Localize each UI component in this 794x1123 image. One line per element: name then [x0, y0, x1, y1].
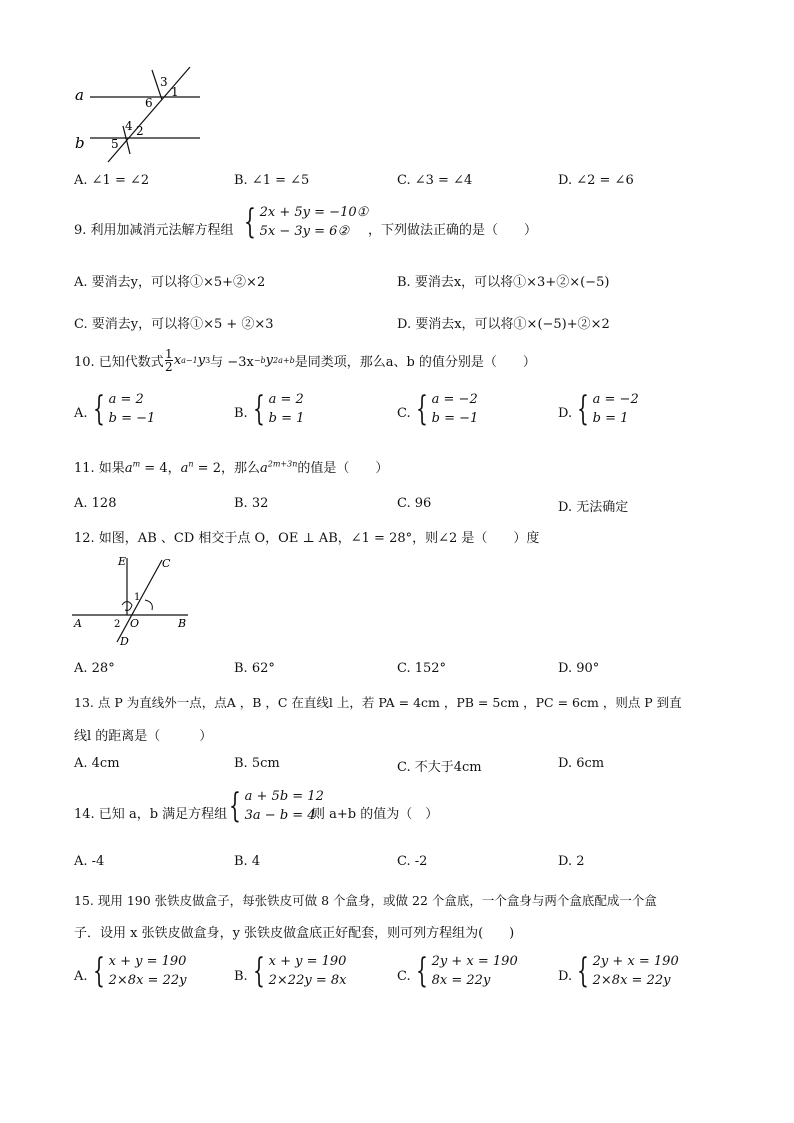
q9-option-d: D. 要消去x，可以将①×(−5)+②×2: [397, 317, 610, 332]
q10-option-b-system: { a = 2 b = 1: [253, 389, 305, 429]
q15-option-a-r1: x + y = 190: [108, 954, 187, 969]
q11-p4: 的值是（ ）: [297, 461, 389, 476]
q14-eq2: 3a − b = 4: [244, 808, 316, 823]
q10-prefix: 10. 已知代数式: [74, 355, 164, 370]
q10-middle: 与 −3x: [210, 355, 254, 370]
q11-p1: 11. 如果: [74, 461, 125, 476]
q15-option-d-r1: 2y + x = 190: [592, 954, 679, 969]
q13-option-d: D. 6cm: [558, 756, 605, 771]
angle-1-label: 1: [171, 85, 179, 99]
q9-option-b: B. 要消去x，可以将①×3+②×(−5): [397, 275, 610, 290]
q10-option-c-system: { a = −2 b = −1: [416, 389, 479, 429]
q15-line2: 子．设用 x 张铁皮做盒身，y 张铁皮做盒底正好配套，则可列方程组为( ): [74, 926, 515, 941]
q8-option-b: B. ∠1 = ∠5: [234, 173, 310, 188]
q10-option-d-system: { a = −2 b = 1: [577, 389, 639, 429]
q10-option-a-label: A.: [74, 406, 88, 421]
q10-option-a-r1: a = 2: [108, 392, 144, 407]
q10-option-d-r2: b = 1: [592, 411, 629, 426]
q10-frac-num: 1: [164, 347, 173, 361]
q14-option-b: B. 4: [234, 854, 261, 869]
q12-option-c: C. 152°: [397, 661, 447, 676]
q15-option-a-r2: 2×8x = 22y: [108, 973, 187, 988]
q11-stem: [74, 457, 388, 476]
q14-eq1: a + 5b = 12: [244, 789, 324, 804]
q11-base1: a: [124, 461, 133, 476]
q10-stem: [74, 348, 536, 373]
q15-option-a-label: A.: [74, 969, 88, 984]
q9-prefix: 9. 利用加减消元法解方程组: [74, 223, 234, 238]
q10-option-d-r1: a = −2: [592, 392, 639, 407]
q10-term2-exp1: −b: [253, 356, 266, 365]
q15-option-b-system: { x + y = 190 2×22y = 8x: [253, 951, 347, 991]
q9-eq2: 5x − 3y = 6②: [259, 224, 350, 239]
q9-option-c: C. 要消去y，可以将①×5 + ②×3: [74, 317, 274, 332]
q14-option-d: D. 2: [558, 854, 585, 869]
q14-suffix: 则 a+b 的值为（ ）: [312, 807, 439, 822]
q13-line1: 13. 点 P 为直线外一点，点A ，B ，C 在直线l 上，若 PA = 4cm ，PB = 5cm ，PC = 6cm ，则点 P 到直: [74, 695, 682, 710]
point-c-label: C: [162, 557, 171, 570]
q11-option-c: C. 96: [397, 496, 432, 511]
q12-option-b: B. 62°: [234, 661, 275, 676]
q14-option-a: A. -4: [74, 854, 105, 869]
q13-option-c: C. 不大于4cm: [397, 760, 482, 775]
angle-2-label: 2: [136, 124, 144, 138]
q8-option-c: C. ∠3 = ∠4: [397, 173, 473, 188]
q9-suffix: ，下列做法正确的是（ ）: [368, 223, 538, 238]
q15-option-d-r2: 2×8x = 22y: [592, 973, 671, 988]
line-b-label: b: [75, 134, 85, 152]
q8-option-a: A. ∠1 = ∠2: [74, 173, 150, 188]
q9-eq1: 2x + 5y = −10①: [259, 205, 369, 220]
q10-option-c-r2: b = −1: [431, 411, 479, 426]
q10-fraction: [165, 348, 173, 373]
point-b-label: B: [178, 617, 187, 630]
line-a-label: a: [75, 86, 84, 104]
q10-term2-y: y: [265, 353, 273, 368]
point-d-label: D: [120, 635, 129, 648]
q10-option-d-label: D.: [558, 406, 573, 421]
q11-p2: = 4，: [140, 461, 181, 476]
q10-frac-den: 2: [164, 360, 173, 374]
q11-option-b: B. 32: [234, 496, 269, 511]
q11-exp1: m: [132, 459, 141, 469]
q15-option-c-system: { 2y + x = 190 8x = 22y: [416, 951, 518, 991]
q15-option-d-label: D.: [558, 969, 573, 984]
q10-option-a-system: { a = 2 b = −1: [93, 389, 156, 429]
point-o-label: O: [130, 617, 140, 630]
q15-line1: 15. 现用 190 张铁皮做盒子，每张铁皮可做 8 个盒身，或做 22 个盒底，一个盒身与两个盒底配成一个盒: [74, 893, 657, 908]
q10-term1-exp2: 3: [205, 356, 211, 365]
angle-3-label: 3: [160, 75, 168, 89]
q13-line2: 线l 的距离是（ ）: [74, 729, 213, 744]
q14-option-c: C. -2: [397, 854, 428, 869]
q12-option-d: D. 90°: [558, 661, 600, 676]
q14-equation-system: { a + 5b = 12 3a − b = 4: [229, 786, 324, 826]
q10-option-c-r1: a = −2: [431, 392, 478, 407]
q9-option-a: A. 要消去y，可以将①×5+②×2: [74, 275, 266, 290]
point-e-label: E: [118, 555, 127, 568]
angle-4-label: 4: [125, 119, 133, 133]
q10-option-b-label: B.: [234, 406, 248, 421]
q11-base3: a: [259, 461, 268, 476]
q11-base2: a: [180, 461, 189, 476]
angle-5-label: 5: [111, 137, 119, 151]
q10-term1-exp1: a−1: [181, 356, 198, 365]
q10-term1-y: y: [197, 353, 206, 368]
q15-option-c-r1: 2y + x = 190: [431, 954, 518, 969]
q10-option-a-r2: b = −1: [108, 411, 156, 426]
q15-option-a-system: { x + y = 190 2×8x = 22y: [93, 951, 187, 991]
q11-option-a: A. 128: [74, 496, 117, 511]
q12-stem: 12. 如图，AB 、CD 相交于点 O，OE ⊥ AB，∠1 = 28°，则∠2 是（ ）度: [74, 531, 540, 546]
q15-option-d-system: { 2y + x = 190 2×8x = 22y: [577, 951, 679, 991]
q10-option-b-r1: a = 2: [268, 392, 304, 407]
angle-1-label-q12: 1: [134, 592, 141, 603]
q15-option-b-r2: 2×22y = 8x: [268, 973, 347, 988]
q9-equation-system: { 2x + 5y = −10① 5x − 3y = 6②: [244, 202, 369, 242]
q15-option-b-label: B.: [234, 969, 248, 984]
q15-option-b-r1: x + y = 190: [268, 954, 347, 969]
q11-option-d: D. 无法确定: [558, 500, 629, 515]
q11-p3: = 2，那么: [193, 461, 260, 476]
q14-prefix: 14. 已知 a，b 满足方程组: [74, 807, 228, 822]
q12-option-a: A. 28°: [74, 661, 115, 676]
q10-term1: x: [173, 353, 182, 368]
q10-suffix: 是同类项，那么a、b 的值分别是（ ）: [294, 355, 536, 370]
q10-option-c-label: C.: [397, 406, 411, 421]
angle-2-label-q12: 2: [114, 619, 121, 630]
q8-option-d: D. ∠2 = ∠6: [558, 173, 634, 188]
q15-option-c-label: C.: [397, 969, 411, 984]
point-a-label: A: [74, 617, 82, 630]
q11-exp2: n: [188, 459, 194, 469]
parallel-lines-figure: [70, 62, 210, 167]
angle-6-label: 6: [145, 96, 153, 110]
q13-option-a: A. 4cm: [74, 756, 120, 771]
q10-option-b-r2: b = 1: [268, 411, 305, 426]
intersecting-lines-figure: [70, 550, 195, 650]
q10-term2-exp2: 2a+b: [273, 356, 295, 365]
q13-option-b: B. 5cm: [234, 756, 280, 771]
q15-option-c-r2: 8x = 22y: [431, 973, 491, 988]
q11-exp3: 2m+3n: [267, 459, 298, 469]
